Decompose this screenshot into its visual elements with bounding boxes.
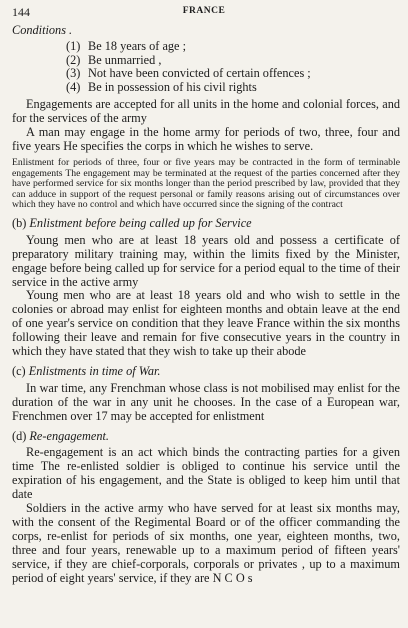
list-item <box>66 40 400 54</box>
item-number: (2) <box>66 52 81 67</box>
paragraph-d1: Re-engagement is an act which binds the contracting parties for a given time The re-enlisted soldier is obliged to continue his service until the expiration of his engagement, and the State is obliged to keep him until that date <box>12 445 400 502</box>
item-text: Be unmarried , <box>88 52 162 67</box>
item-number: (3) <box>66 66 81 81</box>
section-label: (c) <box>12 363 26 378</box>
list-item <box>66 67 400 81</box>
paragraph-b2: Young men who are at least 18 years old and who wish to settle in the colonies or abroad may enlist for eighteen months and obtain leave at the end of one year's service on condition that they leave France within the six months following their leave and remain for five consecutive years in the country in which they have stated that they wish to take up their abode <box>12 288 400 359</box>
item-text: Be in possession of his civil rights <box>88 79 257 94</box>
item-text: Not have been convicted of certain offences ; <box>88 66 311 81</box>
item-number: (4) <box>66 79 81 94</box>
paragraph-c1: In war time, any Frenchman whose class is not mobilised may enlist for the duration of the war in any unit he chooses. In the case of a European war, Frenchmen over 17 may be accepted for enlistment <box>12 380 400 423</box>
list-item <box>66 81 400 95</box>
running-title: FRANCE <box>182 6 226 16</box>
page-number: 144 <box>12 5 30 19</box>
paragraph-d2: Soldiers in the active army who have served for at least six months may, with the consent of the Regimental Board or of the officer commanding the corps, re-enlist for periods of six months, one year, eighteen months, two, three and four years, renewable up to a maximum period of fifteen years' service, if they are chief-corporals, corporals or privates , up to a maximum period of eight years' service, if they are N C O s <box>12 501 400 585</box>
paragraph-home-army: A man may engage in the home army for periods of two, three, four and five years He specifies the corps in which he wishes to serve. <box>12 125 400 153</box>
paragraph-terminable-note: Enlistment for periods of three, four or five years may be contracted in the form of terminable engagements The engagement may be terminated at the request of the parties concerned after they have performed service for six months longer than the period prescribed by law, provided that they can adduce in support of the request personal or family reasons arising out of circumstances over which they have no control and which have occurred since the signing of the contract <box>12 156 400 211</box>
item-number: (1) <box>66 38 81 53</box>
section-heading-b <box>12 217 400 231</box>
list-item <box>66 54 400 68</box>
section-heading-d <box>12 430 400 444</box>
section-heading-c <box>12 365 400 379</box>
section-label: (b) <box>12 215 27 230</box>
paragraph-engagements: Engagements are accepted for all units in the home and colonial forces, and for the services of the army <box>12 97 400 126</box>
section-title: Enlistments in time of War. <box>28 363 161 378</box>
item-text: Be 18 years of age ; <box>88 38 186 53</box>
conditions-list <box>12 40 400 94</box>
paragraph-b1: Young men who are at least 18 years old and possess a certificate of preparatory military training may, within the limits fixed by the Minister, engage before being called up for service for a period equal to the time of their service in the active army <box>12 232 400 289</box>
section-title: Re-engagement. <box>29 428 109 443</box>
section-title: Enlistment before being called up for Service <box>29 215 252 230</box>
conditions-title: Conditions . <box>12 23 73 37</box>
section-label: (d) <box>12 428 27 443</box>
page-body <box>12 24 400 586</box>
